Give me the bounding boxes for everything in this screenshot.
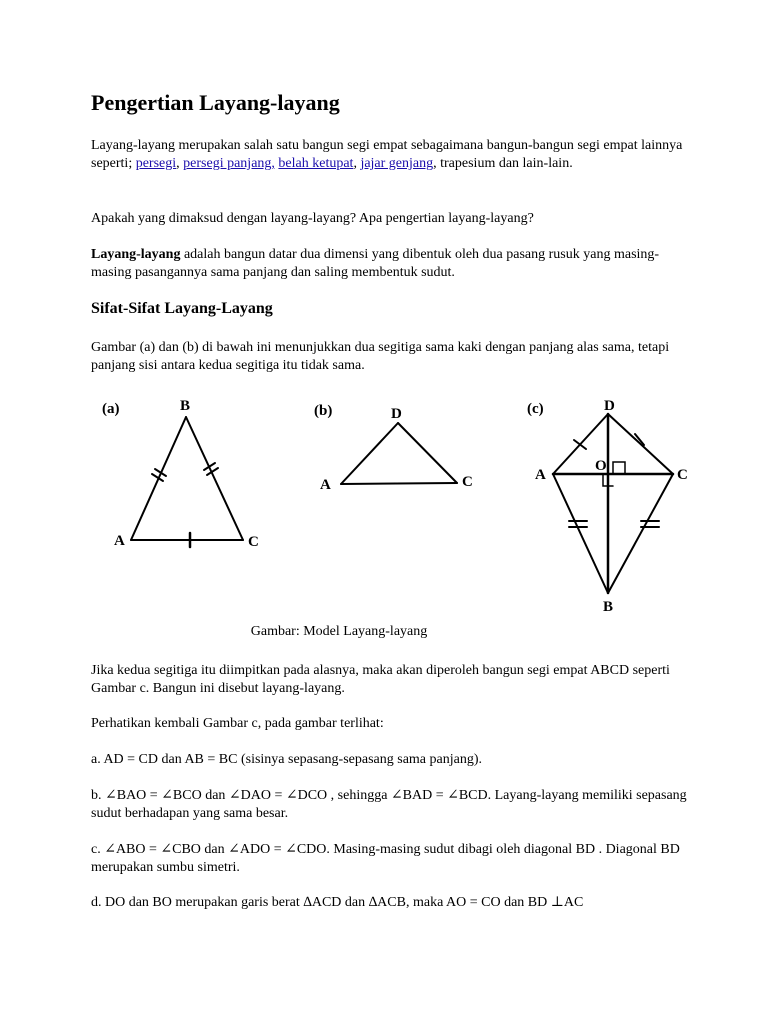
vertex-label: O [595,458,607,474]
link-persegi[interactable]: persegi [135,156,177,171]
triangle-b [341,423,457,484]
vertex-label: C [677,467,688,483]
section-heading: Sifat-Sifat Layang-Layang [91,300,273,317]
observe-paragraph: Perhatikan kembali Gambar c, pada gambar terlihat: [91,716,384,731]
definition-term: Layang-layang [91,247,181,262]
property-item-c: c. ∠ABO = ∠CBO dan ∠ADO = ∠CDO. Masing-masing sudut dibagi oleh diagonal BD . Diagonal BD merupakan sumbu simetri. [91,842,680,875]
definition-text: adalah bangun datar dua dimensi yang dibentuk oleh dua pasang rusuk yang masing-masing pasangannya sama panjang dan saling membentuk sudut. [91,247,660,280]
separator: , [176,156,184,171]
vertex-label: A [535,467,546,483]
vertex-label: A [320,477,331,493]
triangle-a [131,417,243,547]
vertex-label: D [604,398,615,414]
vertex-label: A [114,533,125,549]
link-jajar-genjang[interactable]: jajar genjang [360,156,434,171]
vertex-label: C [462,474,473,490]
vertex-label: B [180,398,191,414]
figure-c-tag: (c) [527,401,544,417]
figure-b-tag: (b) [314,403,333,419]
property-item-d: d. DO dan BO merupakan garis berat ∆ACD dan ∆ACB, maka AO = CO dan BD ⊥AC [91,895,584,910]
kite-paragraph: Jika kedua segitiga itu diimpitkan pada alasnya, maka akan diperoleh bangun segi empat ABCD seperti Gambar c. Bangun ini disebut layang-layang. [91,663,670,696]
vertex-label: B [603,599,614,615]
kite-c [553,414,673,593]
link-belah-ketupat[interactable]: belah ketupat [278,156,354,171]
link-persegi-panjang[interactable]: persegi panjang, [183,156,275,171]
figure-a-tag: (a) [102,401,120,417]
figure-caption: Gambar: Model Layang-layang [250,624,428,639]
vertex-label: D [391,406,402,422]
separator: , [353,156,361,171]
question-paragraph: Apakah yang dimaksud dengan layang-layang? Apa pengertian layang-layang? [91,211,534,226]
page-title: Pengertian Layang-layang [91,90,340,115]
property-item-a: a. AD = CD dan AB = BC (sisinya sepasang-sepasang sama panjang). [91,752,483,767]
property-item-b: b. ∠BAO = ∠BCO dan ∠DAO = ∠DCO , sehingga ∠BAD = ∠BCD. Layang-layang memiliki sepasang sudut berhadapan yang sama besar. [91,788,687,821]
intro-text: Layang-layang merupakan salah satu bangun segi empat sebagaimana bangun-bangun segi empat lainnya seperti; [91,138,683,171]
figure-intro-paragraph: Gambar (a) dan (b) di bawah ini menunjukkan dua segitiga sama kaki dengan panjang alas sama, tetapi panjang sisi antara kedua segitiga itu tidak sama. [91,340,670,373]
intro-text-end: , trapesium dan lain-lain. [433,156,573,171]
vertex-label: C [248,534,259,550]
